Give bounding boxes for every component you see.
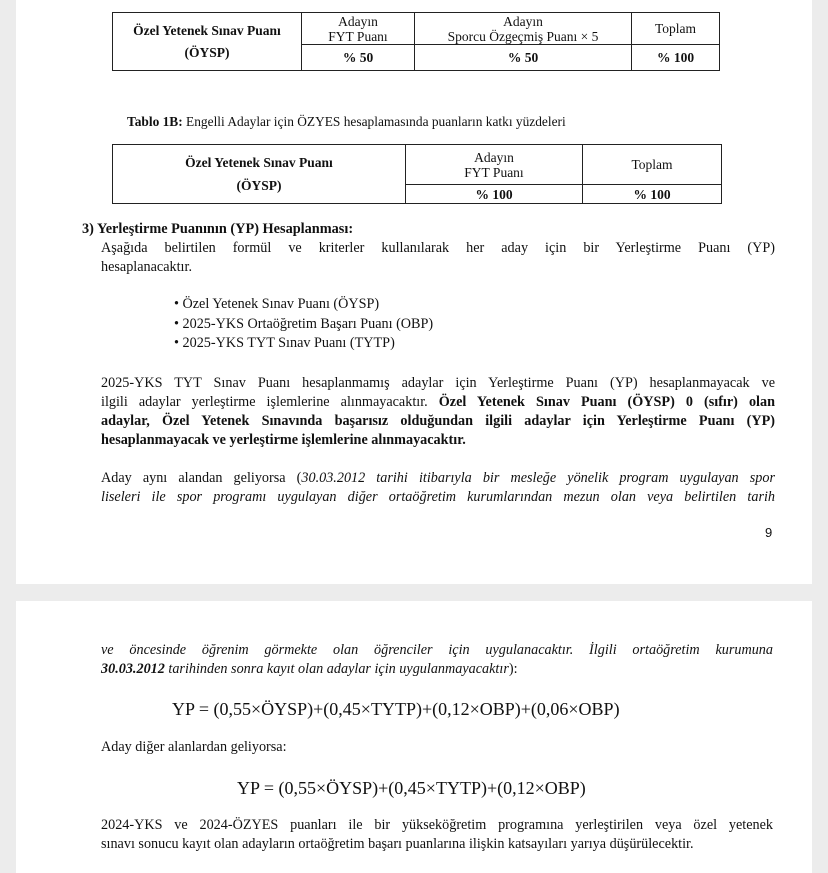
table-1a-pct-toplam: % 100 — [632, 45, 720, 71]
para2-line2-normal: ilgili adaylar yerleştirme işlemlerine alınmayacaktır. — [101, 394, 439, 410]
para3-line2 — [101, 488, 775, 506]
table-1b-fyt-line2: FYT Puanı — [464, 164, 524, 180]
last-para-line2: sınavı sonucu kayıt olan adayların ortaöğretim başarı puanlarına ilişkin katsayıları yarıya düşürülecektir. — [101, 836, 694, 852]
page-number: 9 — [765, 525, 773, 540]
table-1a-sporcu-line2: Sporcu Özgeçmiş Puanı × 5 — [447, 28, 599, 44]
section-3-intro-line2: hesaplanacaktır. — [101, 259, 192, 275]
para3-line2-italic: liseleri ile spor programı uygulayan diğer ortaöğretim kurumlarından mezun olan veya belirtilen tarih — [101, 489, 775, 505]
table-1a-fyt-line1: Adayın — [338, 13, 378, 29]
section-3-heading: 3) Yerleştirme Puanının (YP) Hesaplanması: — [82, 221, 354, 237]
table-1b-oysp-line2: (ÖYSP) — [236, 178, 282, 193]
para2-line2 — [101, 393, 775, 411]
para2-line2-bold: Özel Yetenek Sınav Puanı (ÖYSP) 0 (sıfır) olan — [438, 394, 775, 410]
table-1a-fyt-line2: FYT Puanı — [328, 28, 388, 44]
table-1b-oysp-line1: Özel Yetenek Sınav Puanı — [185, 155, 333, 170]
document-page-1 — [16, 0, 812, 584]
page2-line1 — [101, 641, 773, 659]
table-1b-caption — [127, 113, 566, 131]
page2-line1-italic: ve öncesinde öğrenim görmekte olan öğrenciler için uygulanacaktır. İlgili ortaöğretim kurumuna — [101, 642, 773, 658]
table-1a-oysp-line2: (ÖYSP) — [184, 45, 230, 60]
table-1b — [112, 144, 722, 204]
table-1a — [112, 12, 720, 71]
formula-other-fields: YP = (0,55×ÖYSP)+(0,45×TYTP)+(0,12×OBP) — [237, 778, 586, 798]
table-1a-pct-fyt: % 50 — [302, 45, 415, 71]
para2-line1: 2025-YKS TYT Sınav Puanı hesaplanmamış adaylar için Yerleştirme Puanı (YP) hesaplanmayacak ve — [101, 375, 775, 391]
table-1b-caption-label: Tablo 1B: — [127, 114, 183, 129]
table-1b-caption-text: Engelli Adaylar için ÖZYES hesaplamasında puanların katkı yüzdeleri — [182, 114, 566, 129]
para2-line3: adaylar, Özel Yetenek Sınavında başarısız olduğundan ilgili adaylar için Yerleştirme Puanı (YP) — [101, 413, 775, 429]
page2-line2-end: ): — [508, 661, 518, 677]
formula-same-field: YP = (0,55×ÖYSP)+(0,45×TYTP)+(0,12×OBP)+(0,06×OBP) — [172, 699, 620, 719]
table-1a-sporcu-line1: Adayın — [503, 13, 543, 29]
table-1a-fyt-header — [302, 13, 415, 45]
table-1a-toplam-header: Toplam — [632, 13, 720, 45]
para3-line1 — [101, 469, 775, 487]
table-1b-toplam-header: Toplam — [583, 145, 722, 185]
table-1a-oysp-line1: Özel Yetenek Sınav Puanı — [133, 23, 281, 38]
page2-line2-date: 30.03.2012 — [101, 661, 165, 677]
document-page-2 — [16, 601, 812, 873]
para2-line4: hesaplanmayacak ve yerleştirme işlemlerine alınmayacaktır. — [101, 432, 466, 448]
table-1b-oysp-header — [113, 145, 406, 204]
section-3-intro-line1: Aşağıda belirtilen formül ve kriterler kullanılarak her aday için bir Yerleştirme Puanı (YP) — [101, 240, 775, 256]
bullet-tytp: • 2025-YKS TYT Sınav Puanı (TYTP) — [174, 335, 395, 351]
bullet-oysp: • Özel Yetenek Sınav Puanı (ÖYSP) — [174, 296, 380, 312]
table-1a-sporcu-header — [415, 13, 632, 45]
table-1a-oysp-header — [113, 13, 302, 71]
table-1b-fyt-line1: Adayın — [474, 149, 514, 165]
page2-line2 — [101, 660, 518, 678]
para3-line1-normal: Aday aynı alandan geliyorsa ( — [101, 470, 302, 486]
last-para-line1: 2024-YKS ve 2024-ÖZYES puanları ile bir yükseköğretim programına yerleştirilen veya özel yetenek — [101, 817, 773, 833]
table-1b-fyt-header — [406, 145, 583, 185]
table-1b-pct-toplam: % 100 — [583, 185, 722, 204]
bullet-obp: • 2025-YKS Ortaöğretim Başarı Puanı (OBP) — [174, 316, 434, 332]
page2-line2-rest: tarihinden sonra kayıt olan adaylar için uygulanmayacaktır — [164, 661, 509, 677]
table-1b-pct-fyt: % 100 — [406, 185, 583, 204]
para3-line1-italic: 30.03.2012 tarihi itibarıyla bir mesleğe yönelik program uygulayan spor — [301, 470, 775, 486]
other-fields-label: Aday diğer alanlardan geliyorsa: — [101, 739, 287, 755]
table-1a-pct-sporcu: % 50 — [415, 45, 632, 71]
